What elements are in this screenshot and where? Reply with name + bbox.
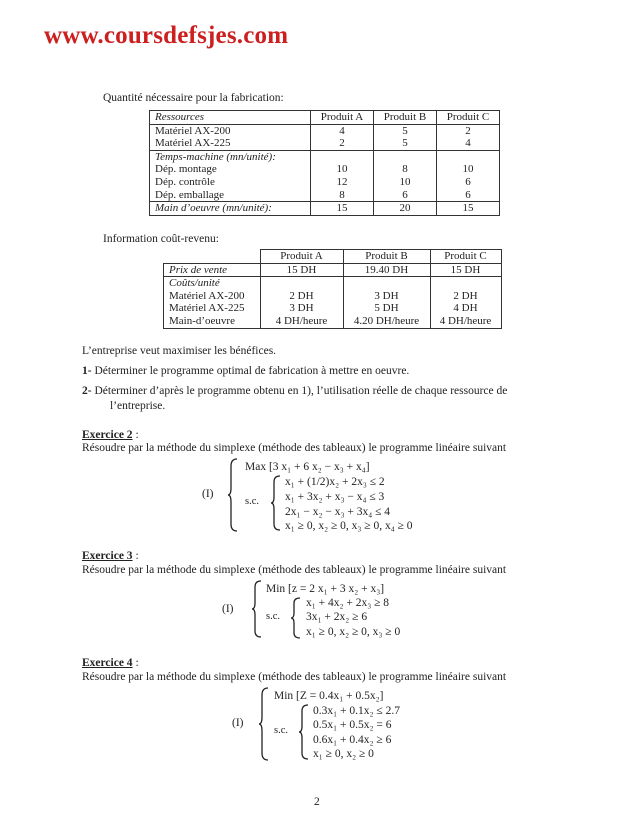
table-subheader: Temps-machine (mn/unité): <box>150 150 311 163</box>
question-text: Déterminer d’après le programme obtenu en 1), l’utilisation réelle de chaque ressource de <box>94 385 508 397</box>
exercise-3-heading: Exercice 3 : <box>82 550 139 562</box>
table-row <box>150 189 500 202</box>
question-number: 2- <box>82 385 92 397</box>
table-cell: Main-d’oeuvre <box>164 315 261 328</box>
table-row <box>150 202 500 216</box>
table-cell: 10 <box>311 163 374 176</box>
exercise-4-heading: Exercice 4 : <box>82 657 139 669</box>
table-cell: 4 DH/heure <box>260 315 343 328</box>
left-brace-icon <box>251 580 263 638</box>
table-cell: Matériel AX-225 <box>164 302 261 315</box>
table-cell: 15 DH <box>430 263 501 277</box>
table-row <box>164 263 502 277</box>
table-row <box>150 137 500 150</box>
table-cell: 5 <box>374 137 437 150</box>
table-cell: 5 <box>374 124 437 137</box>
constraint: 0.5x₁ + 0.5x₂ = 6 <box>313 719 392 731</box>
cost-revenue-table <box>163 249 502 329</box>
exercise-title: Exercice 4 <box>82 657 133 669</box>
table-cell: Matériel AX-200 <box>150 124 311 137</box>
table-cell: 20 <box>374 202 437 216</box>
table-header: Produit C <box>437 111 500 125</box>
system-label: (I) <box>232 717 244 729</box>
table-cell: 10 <box>374 176 437 189</box>
table-cell: 12 <box>311 176 374 189</box>
table-header: Produit B <box>374 111 437 125</box>
subject-to-label: s.c. <box>274 725 288 736</box>
table-cell: Matériel AX-200 <box>164 290 261 303</box>
table-cell: 2 DH <box>260 290 343 303</box>
table-header: Produit C <box>430 250 501 264</box>
table-cell: Main d’oeuvre (mn/unité): <box>150 202 311 216</box>
table-cell: 2 <box>311 137 374 150</box>
page-number: 2 <box>314 796 320 808</box>
constraint: 2x₁ − x₂ − x₃ + 3x₄ ≤ 4 <box>285 506 391 518</box>
table-row <box>150 124 500 137</box>
objective-function: Min [Z = 0.4x₁ + 0.5x₂] <box>274 690 384 702</box>
constraint: x₁ + (1/2)x₂ + 2x₃ ≤ 2 <box>285 476 385 488</box>
table-cell: Prix de vente <box>164 263 261 277</box>
system-label: (I) <box>222 603 234 615</box>
table-row <box>150 163 500 176</box>
table-row <box>164 277 502 290</box>
question-2 <box>82 384 507 398</box>
constraint: 0.6x₁ + 0.4x₂ ≥ 6 <box>313 734 392 746</box>
table-header: Produit A <box>260 250 343 264</box>
constraint: 3x₁ + 2x₂ ≥ 6 <box>306 611 368 623</box>
table-cell: 6 <box>437 176 500 189</box>
table-cell: 6 <box>374 189 437 202</box>
constraint: x₁ ≥ 0, x₂ ≥ 0, x₃ ≥ 0 <box>306 626 401 638</box>
table-cell: 4.20 DH/heure <box>343 315 430 328</box>
subject-to-label: s.c. <box>266 611 280 622</box>
table-cell: Dép. emballage <box>150 189 311 202</box>
table-cell: 4 DH <box>430 302 501 315</box>
table-header: Produit A <box>311 111 374 125</box>
system-label: (I) <box>202 488 214 500</box>
left-brace-icon <box>270 475 282 531</box>
table-cell: 3 DH <box>343 290 430 303</box>
table-cell: 4 DH/heure <box>430 315 501 328</box>
table-cell: 8 <box>374 163 437 176</box>
table-row <box>164 250 502 264</box>
table-cell: 10 <box>437 163 500 176</box>
objective-function: Min [z = 2 x₁ + 3 x₂ + x₃] <box>266 583 385 595</box>
constraint: x₁ ≥ 0, x₂ ≥ 0, x₃ ≥ 0, x₄ ≥ 0 <box>285 520 413 532</box>
constraint: x₁ + 3x₂ + x₃ − x₄ ≤ 3 <box>285 491 385 503</box>
problem-statement: L’entreprise veut maximiser les bénéfices. <box>82 345 277 357</box>
table-cell: 4 <box>437 137 500 150</box>
constraint: x₁ ≥ 0, x₂ ≥ 0 <box>313 748 374 760</box>
exercise-3-text: Résoudre par la méthode du simplexe (méthode des tableaux) le programme linéaire suivant <box>82 564 507 576</box>
table-cell: 4 <box>311 124 374 137</box>
question-text: Déterminer le programme optimal de fabrication à mettre en oeuvre. <box>94 365 410 377</box>
table-cell: 3 DH <box>260 302 343 315</box>
table1-intro: Quantité nécessaire pour la fabrication: <box>103 92 284 104</box>
table-row <box>164 315 502 328</box>
left-brace-icon <box>227 458 239 532</box>
question-2-continued: l’entreprise. <box>110 400 166 412</box>
subject-to-label: s.c. <box>245 496 259 507</box>
left-brace-icon <box>258 687 270 761</box>
exercise-2-heading: Exercice 2 : <box>82 429 139 441</box>
exercise-2-text: Résoudre par la méthode du simplexe (méthode des tableaux) le programme linéaire suivant <box>82 442 507 454</box>
table-cell: 15 <box>311 202 374 216</box>
table-cell: 2 <box>437 124 500 137</box>
table-row <box>150 111 500 125</box>
table-row <box>164 290 502 303</box>
table-row <box>164 302 502 315</box>
watermark[interactable]: www.coursdefsjes.com <box>44 22 289 49</box>
left-brace-icon <box>290 597 302 639</box>
table-cell: 19.40 DH <box>343 263 430 277</box>
table-header: Ressources <box>150 111 311 125</box>
question-number: 1- <box>82 365 92 377</box>
table-cell: Dép. contrôle <box>150 176 311 189</box>
table-cell: 15 <box>437 202 500 216</box>
constraint: 0.3x₁ + 0.1x₂ ≤ 2.7 <box>313 705 400 717</box>
objective-function: Max [3 x₁ + 6 x₂ − x₃ + x₄] <box>245 461 370 473</box>
question-1 <box>82 364 409 378</box>
table-subheader: Coûts/unité <box>164 277 261 290</box>
table-cell: 5 DH <box>343 302 430 315</box>
table-cell: Matériel AX-225 <box>150 137 311 150</box>
resources-table <box>149 110 500 216</box>
table-header: Produit B <box>343 250 430 264</box>
table2-intro: Information coût-revenu: <box>103 233 219 245</box>
table-cell: Dép. montage <box>150 163 311 176</box>
exercise-title: Exercice 3 <box>82 550 133 562</box>
table-cell: 6 <box>437 189 500 202</box>
table-cell: 15 DH <box>260 263 343 277</box>
table-row <box>150 176 500 189</box>
exercise-title: Exercice 2 <box>82 429 133 441</box>
table-cell: 2 DH <box>430 290 501 303</box>
table-row <box>150 150 500 163</box>
left-brace-icon <box>298 704 310 760</box>
table-cell: 8 <box>311 189 374 202</box>
exercise-4-text: Résoudre par la méthode du simplexe (méthode des tableaux) le programme linéaire suivant <box>82 671 507 683</box>
constraint: x₁ + 4x₂ + 2x₃ ≥ 8 <box>306 597 390 609</box>
